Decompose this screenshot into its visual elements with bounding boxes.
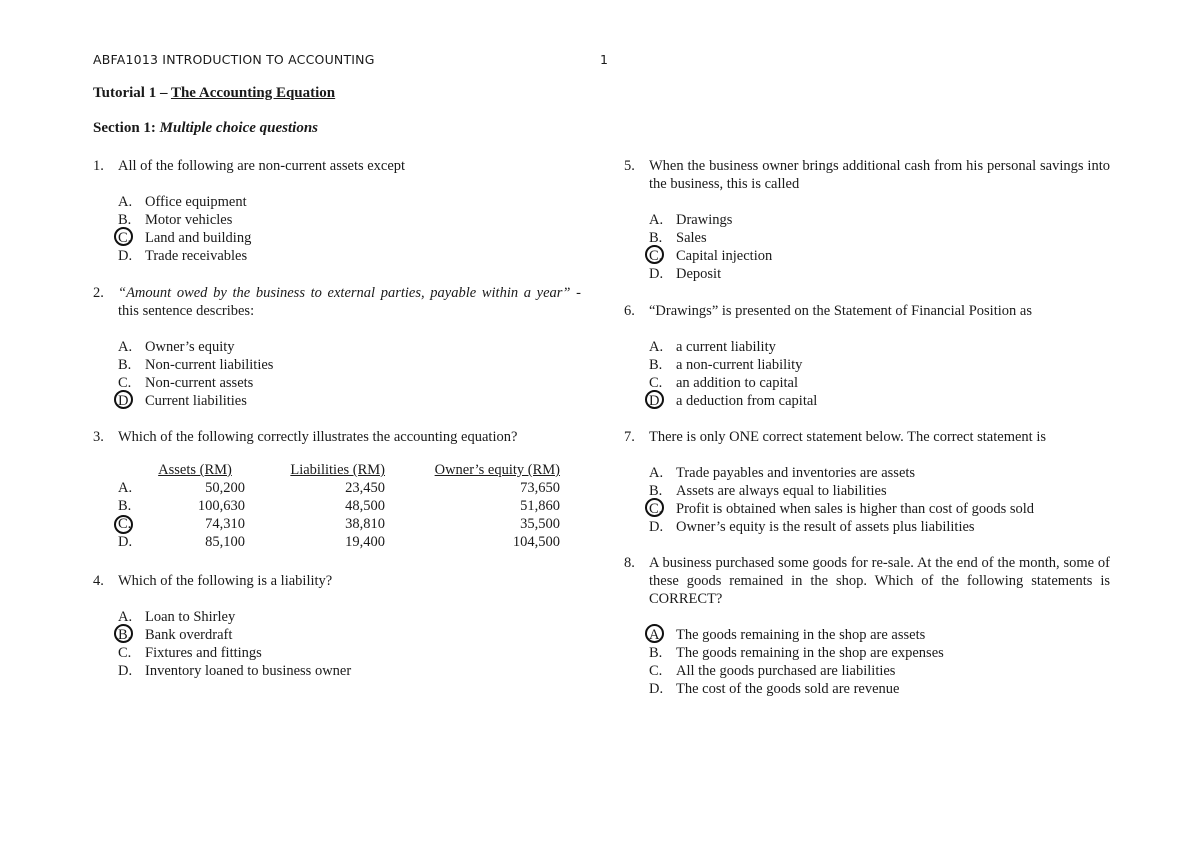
question-number: 4. xyxy=(93,573,104,589)
question-text: A business purchased some goods for re-sale. At the end of the month, some of these goods remained in the shop. Which of the following statements is CORRECT? xyxy=(649,555,1110,607)
option-a xyxy=(649,338,1110,356)
option-a xyxy=(649,211,1110,229)
option-text: an addition to capital xyxy=(676,375,799,391)
option-b xyxy=(649,482,1110,500)
question-quote: “Amount owed by the business to external parties, payable within a year” xyxy=(118,285,571,301)
option-letter: B. xyxy=(649,483,663,499)
liabilities-cell: 23,450 xyxy=(345,480,385,496)
option-letter: C. xyxy=(118,645,132,661)
liabilities-cell: 19,400 xyxy=(345,534,385,550)
options-list xyxy=(624,338,1110,410)
course-header: ABFA1013 INTRODUCTION TO ACCOUNTING xyxy=(93,52,375,67)
option-text: The goods remaining in the shop are expenses xyxy=(676,645,944,661)
assets-cell: 100,630 xyxy=(197,498,245,514)
option-c xyxy=(649,247,1110,265)
option-d xyxy=(118,662,581,680)
row-letter: B. xyxy=(118,498,132,514)
table-header-row xyxy=(118,461,560,479)
assets-cell: 85,100 xyxy=(205,534,245,550)
table-row xyxy=(118,479,560,497)
answer-circle-mark xyxy=(114,515,133,534)
option-a xyxy=(118,193,581,211)
options-list xyxy=(624,464,1110,536)
column-header-assets: Assets (RM) xyxy=(158,462,232,478)
option-letter: A. xyxy=(649,627,664,643)
equity-cell: 73,650 xyxy=(520,480,560,496)
option-letter: D. xyxy=(118,663,133,679)
option-c xyxy=(649,500,1110,518)
option-letter: A. xyxy=(649,339,664,355)
option-letter: A. xyxy=(118,609,133,625)
option-b xyxy=(118,356,581,374)
option-text: All the goods purchased are liabilities xyxy=(676,663,896,679)
option-letter: B. xyxy=(649,645,663,661)
option-letter: C. xyxy=(649,663,663,679)
option-letter: B. xyxy=(649,357,663,373)
tutorial-title-text: The Accounting Equation xyxy=(170,85,336,101)
option-text: a deduction from capital xyxy=(676,393,818,409)
option-text: Sales xyxy=(676,230,707,246)
question-3 xyxy=(93,428,581,551)
option-letter: D. xyxy=(649,681,664,697)
options-list xyxy=(93,193,581,265)
table-row xyxy=(118,533,560,551)
question-number: 7. xyxy=(624,429,635,445)
question-number: 1. xyxy=(93,158,104,174)
row-letter: C. xyxy=(118,516,132,532)
options-list xyxy=(624,211,1110,283)
option-text: Non-current assets xyxy=(145,375,254,391)
option-letter: A. xyxy=(649,212,664,228)
question-text-rest: - this sentence describes: xyxy=(118,285,581,319)
row-letter-cell xyxy=(118,515,145,533)
option-b xyxy=(649,356,1110,374)
equity-cell: 51,860 xyxy=(520,498,560,514)
liabilities-cell: 48,500 xyxy=(345,498,385,514)
option-text: Profit is obtained when sales is higher than cost of goods sold xyxy=(676,501,1035,517)
option-text: The cost of the goods sold are revenue xyxy=(676,681,900,697)
equity-cell: 104,500 xyxy=(512,534,560,550)
question-text: When the business owner brings additional cash from his personal savings into the business, this is called xyxy=(649,158,1110,192)
option-text: Loan to Shirley xyxy=(145,609,236,625)
tutorial-prefix: Tutorial 1 – xyxy=(93,85,171,101)
option-text: a non-current liability xyxy=(676,357,803,373)
option-letter: C. xyxy=(649,375,663,391)
option-d xyxy=(118,392,581,410)
options-list xyxy=(93,608,581,680)
option-letter: C. xyxy=(118,230,132,246)
question-number: 8. xyxy=(624,555,635,571)
option-letter: A. xyxy=(118,339,133,355)
question-text: Which of the following correctly illustrates the accounting equation? xyxy=(118,429,518,445)
question-5 xyxy=(624,157,1110,283)
option-c xyxy=(118,644,581,662)
option-letter: C. xyxy=(649,248,663,264)
question-1 xyxy=(93,157,581,265)
option-letter: B. xyxy=(649,230,663,246)
option-letter: C. xyxy=(118,375,132,391)
option-letter: C. xyxy=(649,501,663,517)
question-6 xyxy=(624,302,1110,410)
option-text: Fixtures and fittings xyxy=(145,645,262,661)
question-text: Which of the following is a liability? xyxy=(118,573,333,589)
option-b xyxy=(118,211,581,229)
question-number: 2. xyxy=(93,285,104,301)
equation-table xyxy=(118,461,560,551)
question-7 xyxy=(624,428,1110,536)
options-list xyxy=(624,626,1110,698)
option-text: Trade payables and inventories are assets xyxy=(676,465,916,481)
table-row xyxy=(118,497,560,515)
option-letter: D. xyxy=(649,519,664,535)
option-text: a current liability xyxy=(676,339,776,355)
option-text: Land and building xyxy=(145,230,252,246)
option-a xyxy=(649,626,1110,644)
option-text: The goods remaining in the shop are assets xyxy=(676,627,926,643)
column-header-equity: Owner’s equity (RM) xyxy=(434,462,560,478)
option-letter: D. xyxy=(649,393,664,409)
question-2 xyxy=(93,284,581,410)
option-letter: D. xyxy=(118,393,133,409)
option-letter: B. xyxy=(118,357,132,373)
option-letter: D. xyxy=(118,248,133,264)
option-d xyxy=(118,247,581,265)
option-text: Non-current liabilities xyxy=(145,357,274,373)
table-row xyxy=(118,515,560,533)
question-number: 3. xyxy=(93,429,104,445)
option-b xyxy=(649,229,1110,247)
option-a xyxy=(118,338,581,356)
option-d xyxy=(649,392,1110,410)
tutorial-title xyxy=(93,85,335,102)
equity-cell: 35,500 xyxy=(520,516,560,532)
liabilities-cell: 38,810 xyxy=(345,516,385,532)
option-d xyxy=(649,680,1110,698)
column-header-liabilities: Liabilities (RM) xyxy=(290,462,385,478)
option-c xyxy=(118,374,581,392)
option-letter: D. xyxy=(649,266,664,282)
option-text: Assets are always equal to liabilities xyxy=(676,483,887,499)
option-text: Inventory loaned to business owner xyxy=(145,663,352,679)
option-a xyxy=(118,608,581,626)
option-c xyxy=(118,229,581,247)
option-text: Current liabilities xyxy=(145,393,247,409)
section-title-text: Multiple choice questions xyxy=(159,120,319,136)
row-letter: A. xyxy=(118,480,133,496)
question-text: There is only ONE correct statement below. The correct statement is xyxy=(649,429,1046,445)
question-text: All of the following are non-current assets except xyxy=(118,158,406,174)
question-8 xyxy=(624,554,1110,698)
option-text: Bank overdraft xyxy=(145,627,233,643)
option-letter: B. xyxy=(118,212,132,228)
option-d xyxy=(649,265,1110,283)
option-d xyxy=(649,518,1110,536)
row-letter: D. xyxy=(118,534,133,550)
option-c xyxy=(649,374,1110,392)
option-text: Owner’s equity is the result of assets plus liabilities xyxy=(676,519,975,535)
question-4 xyxy=(93,572,581,680)
option-text: Capital injection xyxy=(676,248,773,264)
option-letter: A. xyxy=(649,465,664,481)
option-text: Motor vehicles xyxy=(145,212,233,228)
option-b xyxy=(649,644,1110,662)
option-b xyxy=(118,626,581,644)
question-number: 5. xyxy=(624,158,635,174)
question-number: 6. xyxy=(624,303,635,319)
option-text: Owner’s equity xyxy=(145,339,235,355)
assets-cell: 50,200 xyxy=(205,480,245,496)
option-letter: B. xyxy=(118,627,132,643)
section-title xyxy=(93,120,318,137)
section-prefix: Section 1: xyxy=(93,120,160,136)
option-a xyxy=(649,464,1110,482)
question-text: “Drawings” is presented on the Statement of Financial Position as xyxy=(649,303,1032,319)
options-list xyxy=(93,338,581,410)
assets-cell: 74,310 xyxy=(205,516,245,532)
option-text: Drawings xyxy=(676,212,733,228)
option-text: Deposit xyxy=(676,266,722,282)
option-letter: A. xyxy=(118,194,133,210)
option-c xyxy=(649,662,1110,680)
page-number: 1 xyxy=(600,52,609,67)
option-text: Trade receivables xyxy=(145,248,248,264)
option-text: Office equipment xyxy=(145,194,247,210)
question-text xyxy=(118,285,581,319)
